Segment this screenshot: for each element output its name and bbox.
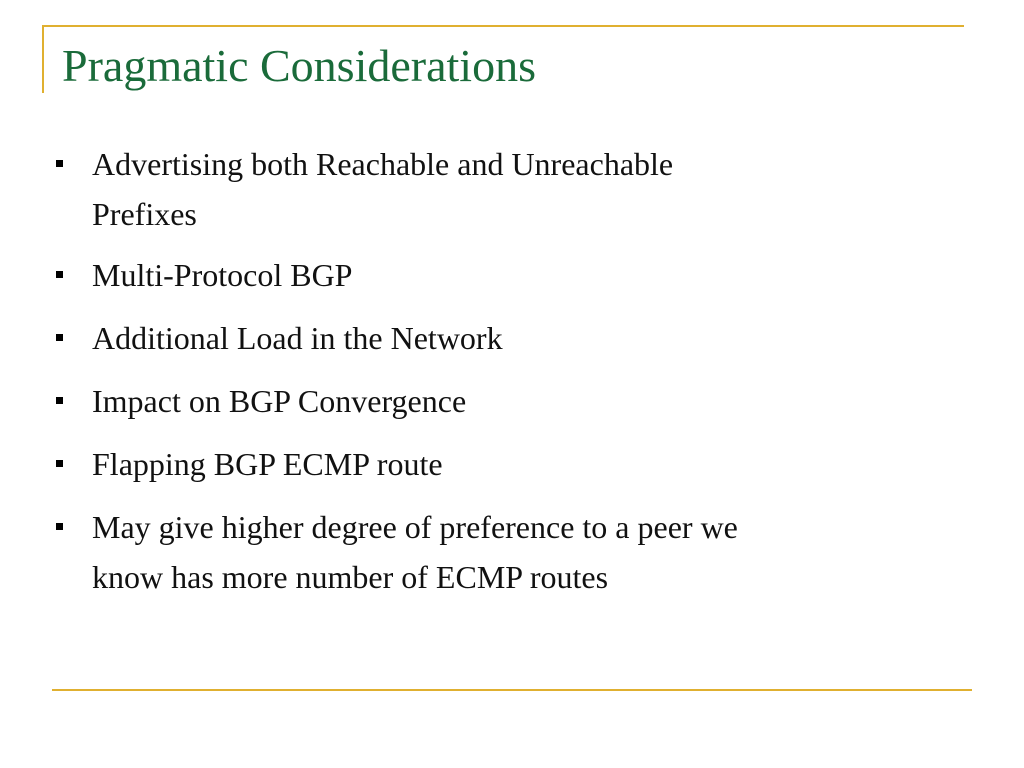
- bullet-line: Multi-Protocol BGP: [92, 257, 353, 293]
- bullet-line: know has more number of ECMP routes: [92, 559, 609, 595]
- square-bullet-icon: [52, 502, 92, 554]
- bullet-item: [52, 250, 952, 302]
- bullet-text: [92, 502, 738, 602]
- bullet-item: [52, 502, 952, 602]
- bullet-item: [52, 139, 952, 239]
- square-bullet-icon: [52, 376, 92, 428]
- bullet-text: [92, 439, 443, 489]
- bullet-text: [92, 313, 503, 363]
- bullet-item: [52, 439, 952, 491]
- square-bullet-icon: [52, 250, 92, 302]
- top-accent-rule: [42, 25, 964, 27]
- bullet-line: Additional Load in the Network: [92, 320, 503, 356]
- square-bullet-icon: [52, 439, 92, 491]
- bullet-item: [52, 313, 952, 365]
- bullet-line: Advertising both Reachable and Unreachable: [92, 146, 674, 182]
- bullet-item: [52, 376, 952, 428]
- square-bullet-icon: [52, 139, 92, 191]
- bullet-list: [52, 139, 952, 613]
- bullet-line: Prefixes: [92, 196, 197, 232]
- bullet-line: Impact on BGP Convergence: [92, 383, 467, 419]
- bullet-text: [92, 139, 673, 239]
- bullet-line: May give higher degree of preference to a peer we: [92, 509, 738, 545]
- bottom-accent-rule: [52, 689, 972, 691]
- bullet-text: [92, 376, 466, 426]
- left-accent-rule: [42, 25, 44, 93]
- bullet-line: Flapping BGP ECMP route: [92, 446, 443, 482]
- slide-title: Pragmatic Considerations: [62, 40, 536, 91]
- square-bullet-icon: [52, 313, 92, 365]
- bullet-text: [92, 250, 352, 300]
